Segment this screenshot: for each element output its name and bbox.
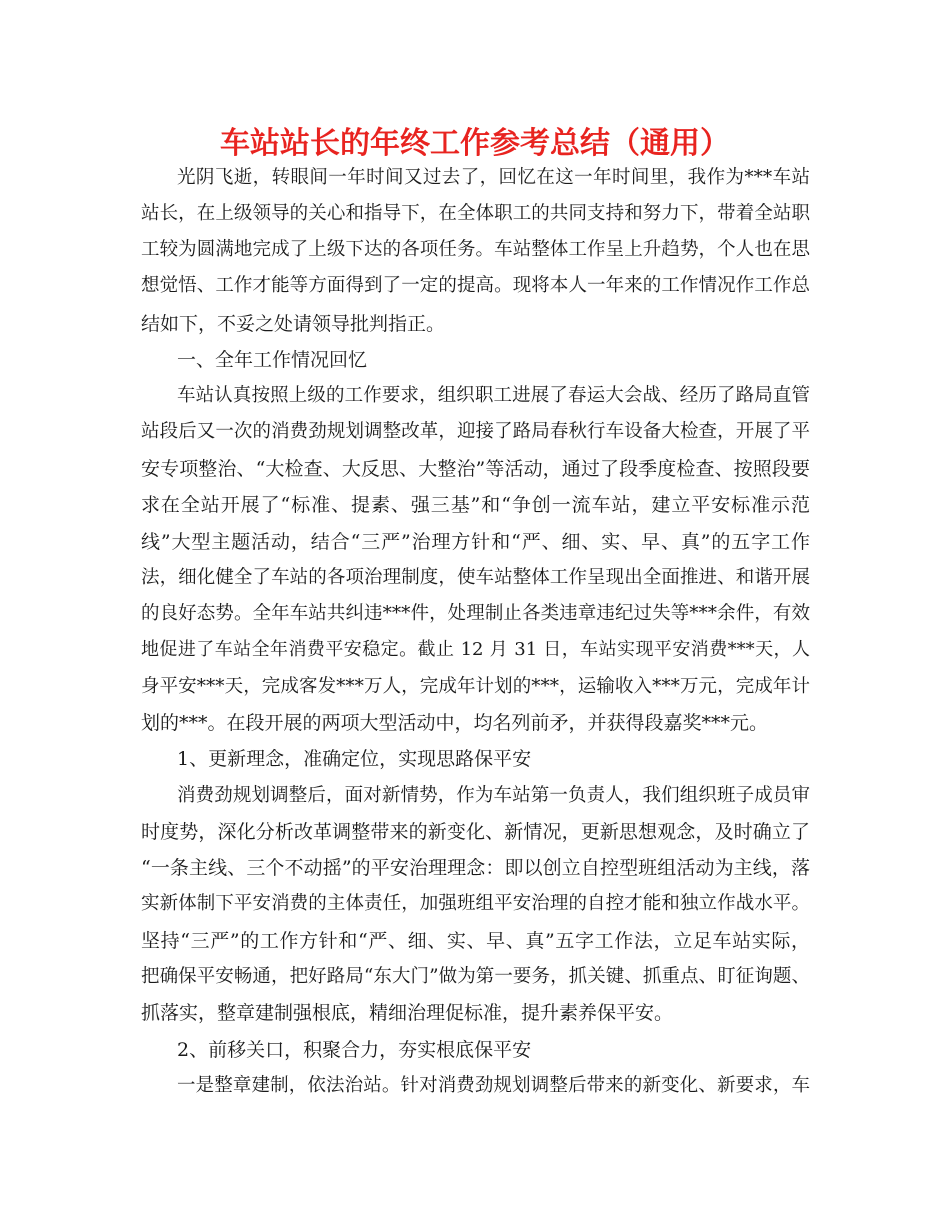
paragraph-line: 身平安***天，完成客发***万人，完成年计划的***，运输收入***万元，完成年计 <box>141 676 810 697</box>
paragraph-line: 想觉悟、工作才能等方面得到了一定的提高。现将本人一年来的工作情况作工作总 <box>141 275 810 296</box>
paragraph-line: 消费劲规划调整后，面对新情势，作为车站第一负责人，我们组织班子成员审 <box>177 785 810 806</box>
paragraph-line: 工较为圆满地完成了上级下达的各项任务。车站整体工作呈上升趋势，个人也在思 <box>141 239 810 260</box>
paragraph-line: 法，细化健全了车站的各项治理制度，使车站整体工作呈现出全面推进、和谐开展 <box>141 567 810 588</box>
paragraph-line: 结如下，不妥之处请领导批判指正。 <box>141 313 446 335</box>
paragraph-line: 安专项整治、“大检查、大反思、大整治”等活动，通过了段季度检查、按照段要 <box>141 458 810 480</box>
paragraph-line: 求在全站开展了“标准、提素、强三基”和“争创一流车站，建立平安标准示范 <box>141 494 810 516</box>
paragraph-line: 划的***。在段开展的两项大型活动中，均名列前矛，并获得段嘉奖***元。 <box>141 712 769 734</box>
section-heading: 2、前移关口，积聚合力，夯实根底保平安 <box>177 1039 532 1061</box>
paragraph-line: 的良好态势。全年车站共纠违***件，处理制止各类违章违纪过失等***余件，有效 <box>141 603 810 624</box>
paragraph-line: 抓落实，整章建制强根底，精细治理促标准，提升素养保平安。 <box>141 1002 674 1024</box>
section-heading: 1、更新理念，准确定位，实现思路保平安 <box>177 748 532 770</box>
paragraph-line: 车站认真按照上级的工作要求，组织职工进展了春运大会战、经历了路局直管 <box>177 385 810 406</box>
paragraph-line: 线”大型主题活动，结合“三严”治理方针和“严、细、实、早、真”的五字工作 <box>141 531 810 553</box>
section-heading: 一、全年工作情况回忆 <box>177 349 368 371</box>
paragraph-line: 实新体制下平安消费的主体责任，加强班组平安治理的自控才能和独立作战水平。 <box>141 893 810 914</box>
paragraph-line: 站长，在上级领导的关心和指导下，在全体职工的共同支持和努力下，带着全站职 <box>141 203 810 224</box>
paragraph-line: 坚持“三严”的工作方针和“严、细、实、早、真”五字工作法，立足车站实际， <box>141 930 810 952</box>
paragraph-line: 站段后又一次的消费劲规划调整改革，迎接了路局春秋行车设备大检查，开展了平 <box>141 421 810 442</box>
paragraph-line: 地促进了车站全年消费平安稳定。截止 12 月 31 日，车站实现平安消费***天，人 <box>141 639 810 660</box>
paragraph-line: 光阴飞逝，转眼间一年时间又过去了，回忆在这一年时间里，我作为***车站 <box>177 167 810 188</box>
paragraph-line: 把确保平安畅通，把好路局“东大门”做为第一要务，抓关键、抓重点、盯征询题、 <box>141 966 810 987</box>
paragraph-line: 时度势，深化分析改革调整带来的新变化、新情况，更新思想观念，及时确立了 <box>141 821 810 843</box>
paragraph-line: “一条主线、三个不动摇”的平安治理理念：即以创立自控型班组活动为主线，落 <box>141 857 810 879</box>
document-title: 车站站长的年终工作参考总结（通用） <box>220 126 730 161</box>
paragraph-line: 一是整章建制，依法治站。针对消费劲规划调整后带来的新变化、新要求，车 <box>177 1075 810 1096</box>
